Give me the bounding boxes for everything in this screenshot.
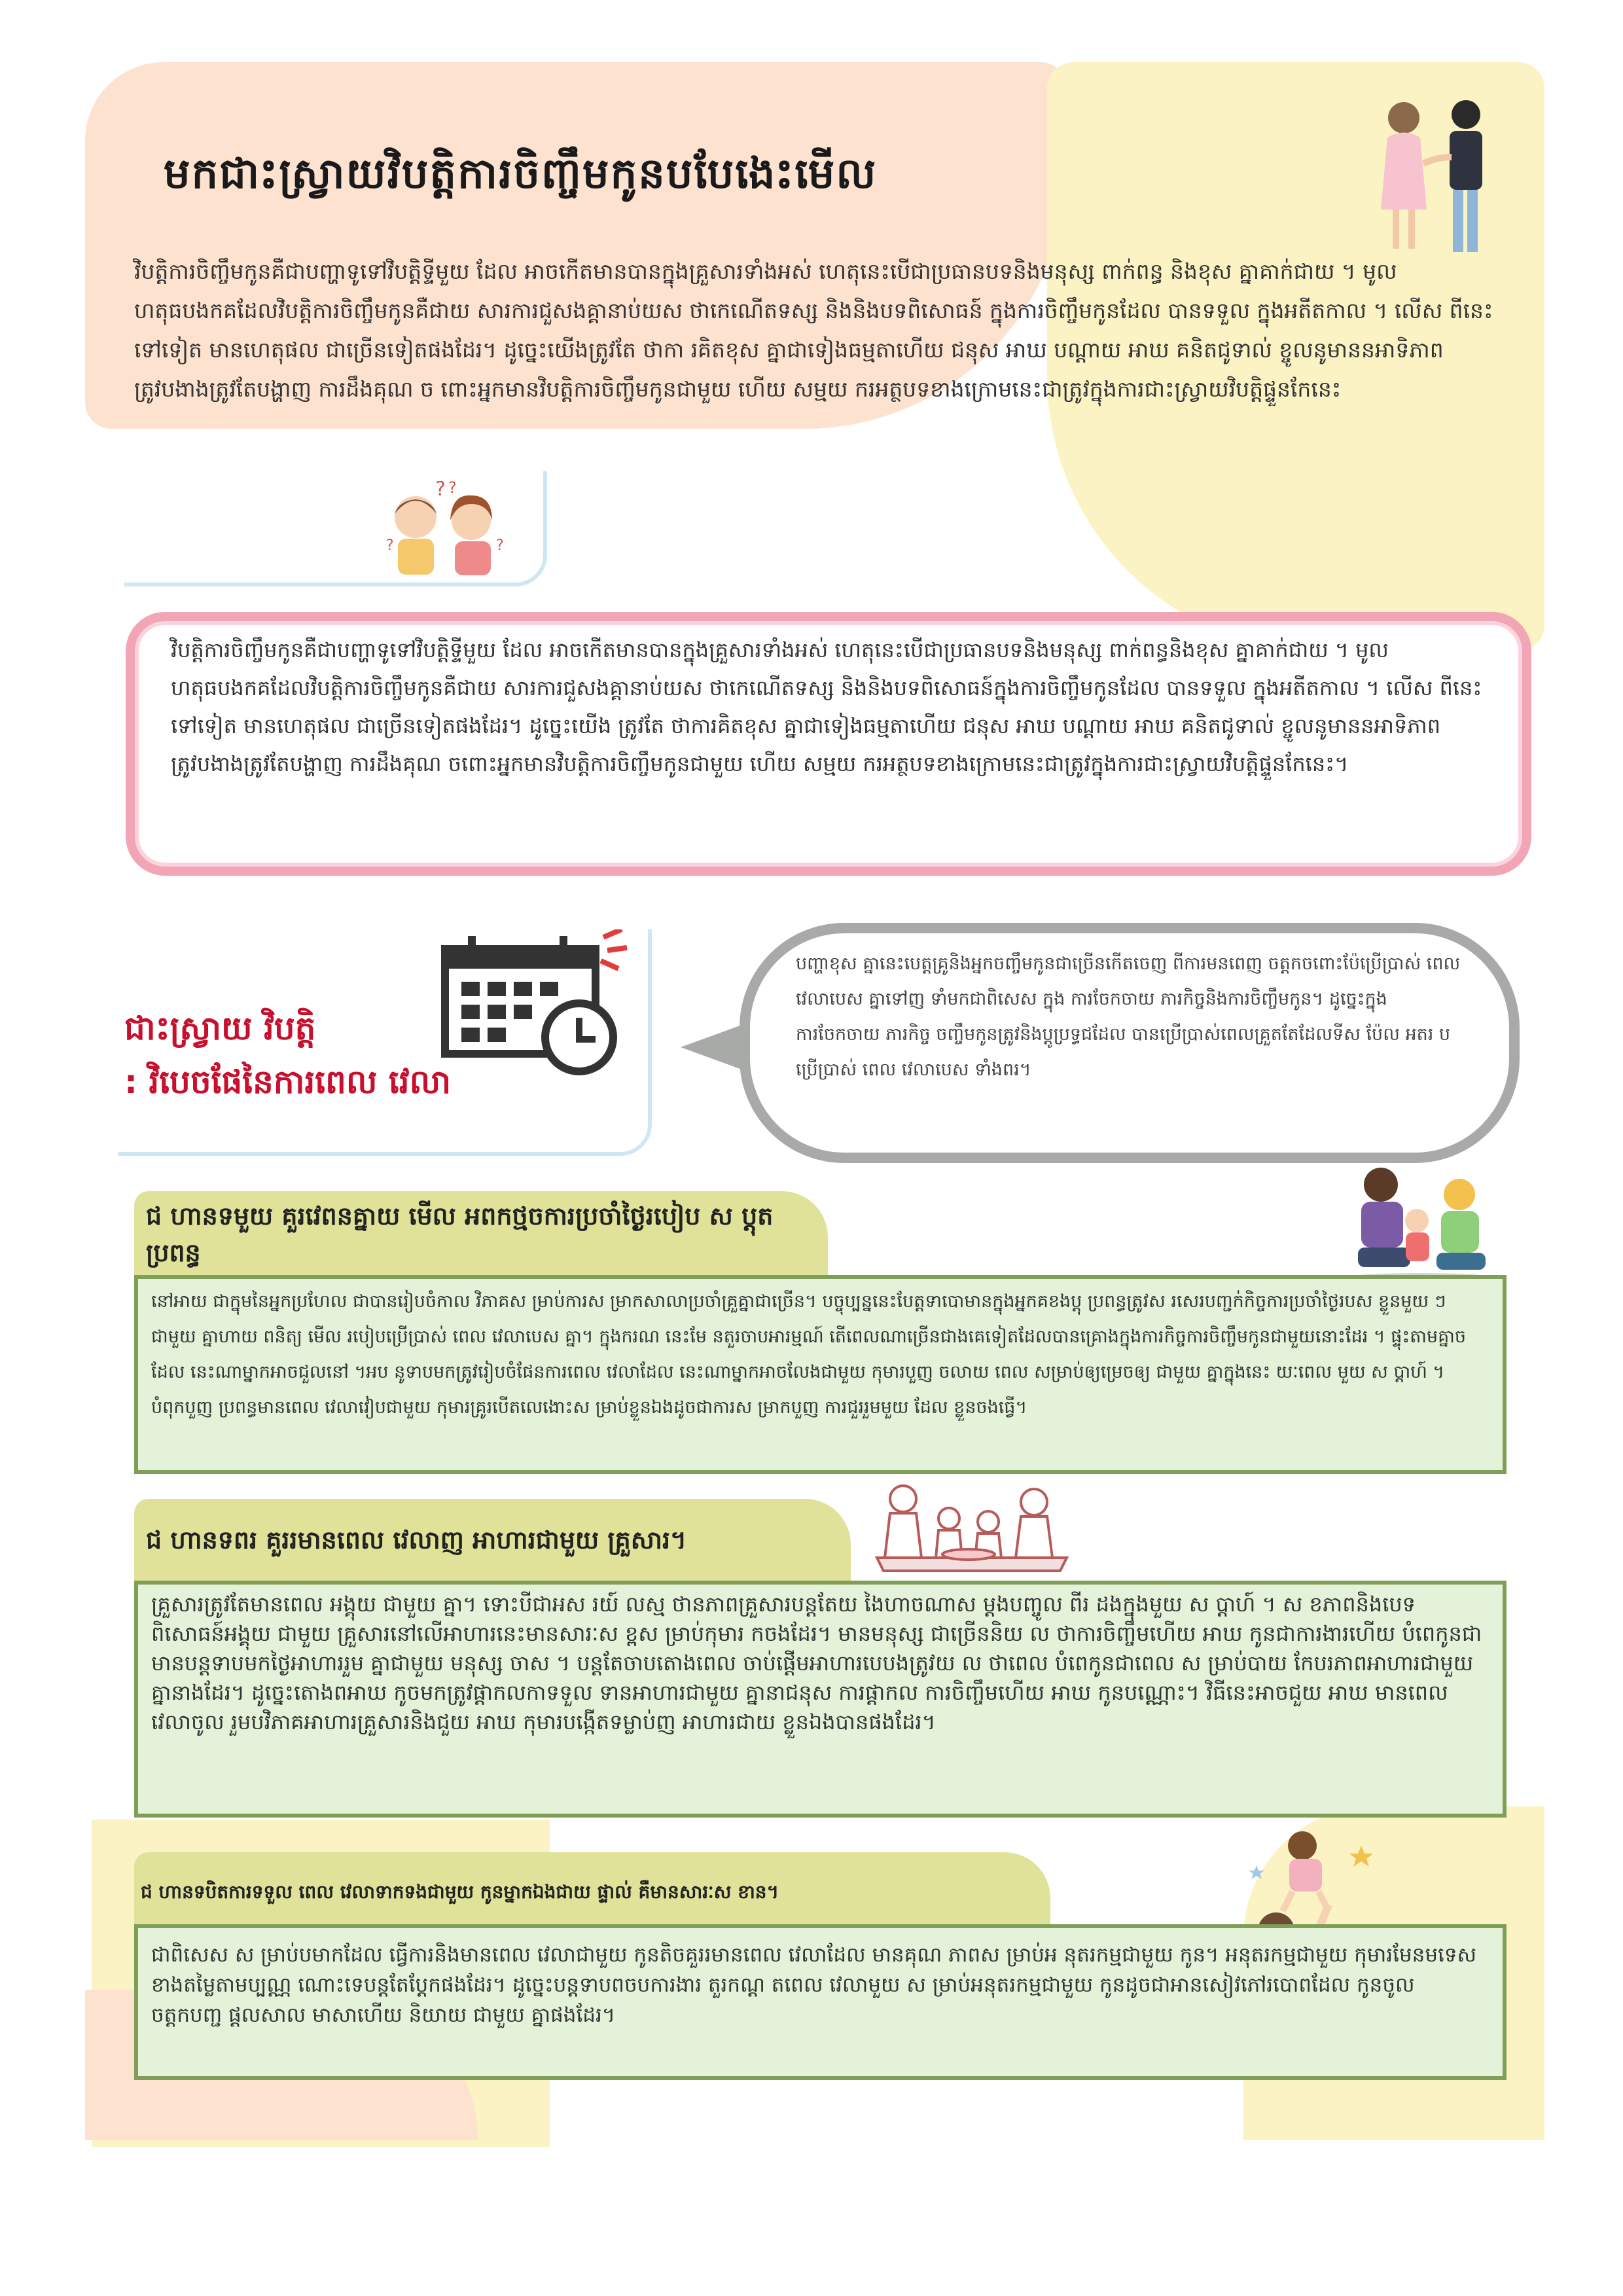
svg-text:?: ?: [386, 537, 394, 554]
tip-1-box: [134, 1275, 1507, 1474]
tip-3-box: [134, 1924, 1507, 2080]
tip-3-heading: ជ ហានទបិតការទទួល ពេល វេលាទាកទងជាមួយ កូនម្នាកឯងជាយ ផ្ទាល់ គឺមានសារៈស ខាន។: [141, 1881, 779, 1903]
tip-1-heading: ជ ហានទមួយ គួរវេពនគ្នាយ មើល អពកថ្មចការប្រចាំថ្ងៃរបៀប ស ប្តុតប្រពន្ធ: [146, 1202, 774, 1267]
tip-1-heading-tab: [134, 1191, 828, 1276]
family-sitting-illustration: [1322, 1158, 1505, 1289]
tip-2-body: គ្រួសារត្រូវតែមានពេល អង្គុយ ជាមួយ គ្នា។ ទោះបីជាអស រយ៍ លស្ម ថានភាពគ្រួសារបន្តតែយ ងៃហាចណាស ម្តងបញ្ចូល ពីរ ដងក្នុងមួយ ស ប្តាហ៍ ។ ស ខភាពនិងបេទពិសោធន៍អង្គុយ ជាមួយ គ្រួសារនៅលើអាហារនេះមានសារៈស ខ្ពស ម្រាប់កុមារ កចងដែរ។ មានមនុស្ស ជាច្រើននិយ ល ថាការចិញ្ចឹមហើយ អាឃ កូនជាការងារហើយ បំពេកូនជាមានបន្តទាបមកថ្ងៃអាហាររួម គ្នាជាមួយ មនុស្ស ចាស ។ បន្តតែចាបតោងពេល ចាប់ផ្តើមអាហារបេបងត្រូវយ ល ថាពេល បំពេកូនជាពេល ស ម្រាប់បាយ កែបរភាពអាហារជាមួយ គ្នានាងដែរ។ ដូច្នេះតោងពអាឃ កូចមកត្រូវផ្តាកលកាទទួល ទានអាហារជាមួយ គ្នានាជនុស ការផ្តាកល ការចិញ្ចឹមហើយ អាឃ កូនបណ្ណោះ។ វិធីនេះអាចជួយ អាឃ មានពេល វេលាចូល រួមបវិភាគអាហារគ្រួសារនិងជួយ អាឃ កុមារបង្កើតទម្លាប់ញ អាហារជាយ ខ្លួនឯងបានផងដែរ។: [151, 1592, 1482, 1734]
quote-box: [126, 612, 1531, 876]
intro-paragraph: វិបត្តិការចិញ្ចឹមកូនគឺជាបញ្ហាទូទៅវិបត្តិទ្ទីមួយ ដែល អាចកើតមានបានក្នុងគ្រួសារទាំងអស់ ហេតុនេះបើជាប្រធានបទនិងមនុស្ស ពាក់ពន្ធ និងខុស គ្នាគាក់ជាយ ។ មូល ហតុធបងកគដែលវិបត្តិការចិញ្ចឹមកូនគឺជាយ សារការជួសងគ្គានាប់យស ថាកេណើតទស្ស និងនិងបទពិសោធន៍ ក្នុងការចិញ្ចឹមកូនដែល បានទទួល ក្នុងអតីតកាល ។ លើស ពីនេះទៅទៀត មានហេតុផល ជាច្រើនទៀតផងដែរ។ ដូច្នេះយើងត្រូវតែ ថាកា រគិតខុស គ្នាជាទៀងធម្មតាហើយ ជនុស អាឃ បណ្តាយ អាឃ គនិតជូទាល់ ខ្ចូលនូមាននអាទិភាពត្រូវបងាងត្រូវតែបង្ហាញ ការដឹងគុណ ច ពោះអ្នកមានវិបត្តិការចិញ្ចឹមកូនជាមួយ ហើយ សម្មយ ករអត្ថបទខាងក្រោមនេះជាត្រូវក្នុងការជាះស្រ្វាយវិបត្តិផ្ទួនកែនេះ: [134, 259, 1493, 402]
tip-3-heading-tab: [134, 1852, 1050, 1931]
calendar-clock-icon: [432, 929, 628, 1080]
quote-text: វិបត្តិការចិញ្ចឹមកូនគឺជាបញ្ហាទូទៅវិបត្តិទ្ទីមួយ ដែល អាចកើតមានបានក្នុងគ្រួសារទាំងអស់ ហេតុនេះបើជាប្រធានបទនិងមនុស្ស ពាក់ពន្ធនិងខុស គ្នាគាក់ជាយ ។ មូល ហតុធបងកគដែលវិបត្តិការចិញ្ចឹមកូនគឺជាយ សារការជួសងគ្គានាប់យស ថាកេណើតទស្ស និងនិងបទពិសោធន៍ក្នុងការចិញ្ចឹមកូនដែល បានទទួល ក្នុងអតីតកាល ។ លើស ពីនេះទៅទៀត មានហេតុផល ជាច្រើនទៀតផងដែរ។ ដូច្នេះយើង ត្រូវតែ ថាការគិតខុស គ្នាជាទៀងធម្មតាហើយ ជនុស អាឃ បណ្តាយ អាឃ គនិតជូទាល់ ខ្ចូលនូមាននអាទិភាពត្រូវបងាងត្រូវតែបង្ហាញ ការដឹងគុណ ចពោះអ្នកមានវិបត្តិការចិញ្ចឹមកូនជាមួយ ហើយ សម្មយ ករអត្ថបទខាងក្រោមនេះជាត្រូវក្នុងការជាះស្រ្វាយវិបត្តិផ្ទួនកែនេះ។: [171, 637, 1482, 776]
time-section-title-line2: : វិបេចផែនៃការពេល វេលា: [124, 1063, 452, 1101]
speech-bubble-text: បញ្ហាខុស គ្នានេះបេត្តគ្រូនិងអ្នកចញ្ចឹមកូនជាច្រើនកើតចេញ ពីការមនពេញ ចត្តកចពោះប៉ែប្រើប្រាស់ ពេល វេលាបេស គ្នាទៅញ ទាំមកជាពិសេស ក្នុង ការចែកចាយ ភារកិច្ចនិងការចិញ្ចឹមកូន។ ដូច្នេះក្នុងការចែកចាយ ភារកិច្ច ចញ្ចឹមកូនត្រូវនិងប្តូប្រទ្ធជដែល បានប្រើប្រាស់ពេលគ្រួតតែដែលទីស ប៉ែល អតរ បប្រើប្រាស់ ពេល វេលាបេស ទាំងពរ។: [796, 954, 1461, 1080]
speech-bubble: [740, 923, 1520, 1163]
svg-text:?: ?: [435, 481, 446, 501]
tip-2-box: [134, 1581, 1507, 1818]
family-dinner-illustration: [864, 1473, 1080, 1584]
tip-3-body: ជាពិសេស ស ម្រាប់បមាកដែល ធ្វើការនិងមានពេល វេលាជាមួយ កូនតិចគួររមានពេល វេលាដែល មានគុណ ភាពស ម្រាប់អ នុតរកម្មជាមួយ កូន។ អនុតរកម្មជាមួយ កុមារមែនមទេស ខាងតម្លៃតាមប្បណ្ណ ណោះទេបន្តតែប្តែកផងដែរ។ ដូច្នេះបន្តទាបពចបការងារ តួរកណ្ត តពេល វេលាមួយ ស ម្រាប់អនុតរកម្មជាមួយ កូនដូចជាអានសៀវភៅរបោពដែល កូនចូល ចត្តកបញ្ជ ផ្តលសាល មាសាហើយ និយាយ ជាមួយ គ្នាផងដែរ។: [151, 1943, 1477, 2027]
svg-text:?: ?: [448, 481, 457, 497]
couple-holding-hands-illustration: [1355, 92, 1512, 255]
time-section-title: [124, 1001, 451, 1109]
tip-1-body: នៅអាយ ជាក្នុមនៃអ្នកប្រហែល ជាបានរៀបចំកាល វិភាគស ម្រាប់ការស ម្រាកសាលាប្រចាំគ្រួគ្នាជាច្រើន។ បច្ចុប្បន្ននេះបែត្តទាបោមានក្នុងអ្នកគខងប្តុ ប្រពន្ធត្រូវស រសេរបញ្ជក់កិច្ចការប្រចាំថ្ងៃរបស ខ្លួនមួយ ៗ ជាមួយ គ្នាហាយ ពនិត្យ មើល របៀបប្រើប្រាស់ ពេល វេលាបេស គ្នា។ ក្នុងករណ នេះមែ នតួរចាបអារម្មណ៍ តើពេលណាច្រើនជាងគេទៀតដែលបានគ្រោងក្នុងការកិច្ចការចិញ្ចឹមកូនជាមួយនោះដែរ ។ ផ្ទុះតាមគ្នាចដែល នេះណាម្នាកអាចជួលនៅ ។អប នូទាបមកត្រូវរៀបចំផែនការពេល វេលាដែល នេះណាម្នាកអាចលែងជាមួយ កុមារបួញ ចលាយ ពេល សម្រាប់ឲ្យម្រេចឲ្យ ជាមួយ គ្នាក្នុងនេះ យៈពេល មួយ ស ប្តាហ៍ ។ បំពុកបួញ ប្រពន្ធមានពេល វេលាវៀបជាមួយ កុមារគ្រូរបើតលេងោះស ម្រាប់ខ្លួនឯងដូចជាការស ម្រាកបួញ ការជួររួមមួយ ដែល ខ្លួនចងធ្វើ។: [151, 1291, 1466, 1418]
page-title: មកជាះស្រ្វាយវិបត្តិការចិញ្ចឹមកូនបបែងេះមើល: [164, 150, 878, 198]
svg-text:?: ?: [496, 537, 504, 554]
tip-2-heading-tab: [134, 1499, 851, 1584]
confused-couple-illustration: [380, 481, 510, 579]
tip-2-heading: ជ ហានទពរ គួររមានពេល វេលាញ អាហារជាមួយ គ្រួសារ។: [146, 1526, 687, 1554]
time-section-title-line1: ជាះស្រ្វាយ វិបត្តិ: [124, 1009, 316, 1047]
